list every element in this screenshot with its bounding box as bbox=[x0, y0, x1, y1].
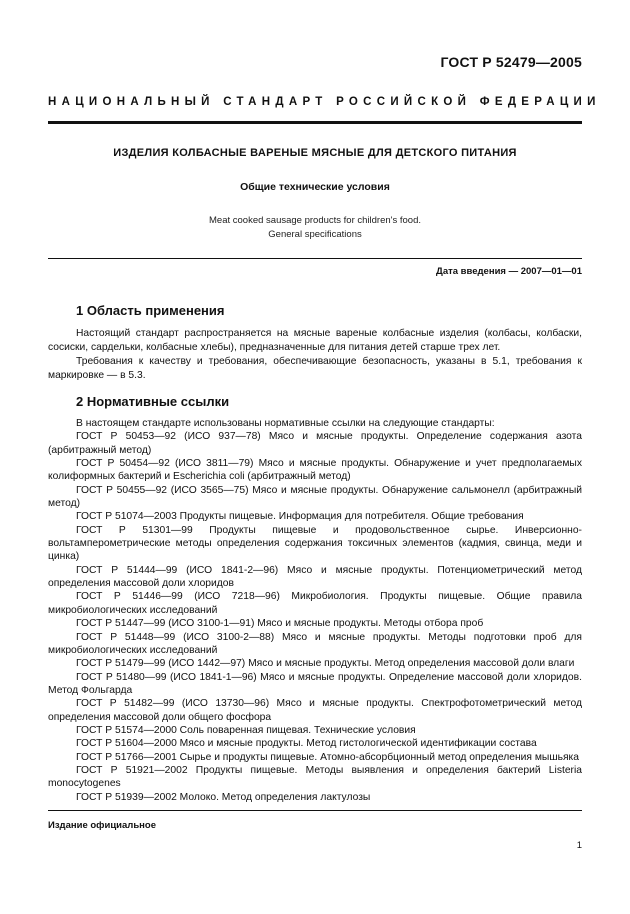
list-item: ГОСТ Р 51480—99 (ИСО 1841-1—96) Мясо и мясные продукты. Определение массовой доли хлоридов. Метод Фольгарда bbox=[48, 671, 582, 696]
document-title: ИЗДЕЛИЯ КОЛБАСНЫЕ ВАРЕНЫЕ МЯСНЫЕ ДЛЯ ДЕТСКОГО ПИТАНИЯ bbox=[113, 147, 517, 159]
list-item: ГОСТ Р 50453—92 (ИСО 937—78) Мясо и мясные продукты. Определение содержания азота (арбитражный метод) bbox=[48, 431, 582, 456]
introduction-date: Дата введения — 2007—01—01 bbox=[436, 266, 582, 277]
list-item: ГОСТ Р 51482—99 (ИСО 13730—96) Мясо и мясные продукты. Спектрофотометрический метод определения массовой доли общего фосфора bbox=[48, 698, 582, 723]
section-2-heading: 2 Нормативные ссылки bbox=[76, 394, 230, 409]
list-item: ГОСТ Р 50454—92 (ИСО 3811—79) Мясо и мясные продукты. Обнаружение и учет предполагаемых колиформных бактерий и Escherichia coli (арбитражный метод) bbox=[48, 458, 582, 483]
document-number: ГОСТ Р 52479—2005 bbox=[440, 54, 582, 70]
heading-rule bbox=[48, 121, 582, 124]
list-item: ГОСТ Р 51921—2002 Продукты пищевые. Методы выявления и определения бактерий Listeria monocytogenes bbox=[48, 764, 582, 790]
footer-rule bbox=[48, 810, 582, 811]
list-item: ГОСТ Р 51766—2001 Сырье и продукты пищевые. Атомно-абсорбционный метод определения мышьяка bbox=[76, 751, 579, 763]
list-item: ГОСТ Р 51939—2002 Молоко. Метод определения лактулозы bbox=[76, 791, 371, 803]
page-number: 1 bbox=[576, 840, 582, 851]
list-item: В настоящем стандарте использованы нормативные ссылки на следующие стандарты: bbox=[76, 418, 495, 429]
english-title-line-1: Meat cooked sausage products for children's food. bbox=[209, 215, 421, 226]
english-title bbox=[48, 214, 582, 242]
list-item: ГОСТ Р 50455—92 (ИСО 3565—75) Мясо и мясные продукты. Обнаружение сальмонелл (арбитражный метод) bbox=[48, 484, 582, 510]
list-item: ГОСТ Р 51446—99 (ИСО 7218—96) Микробиология. Продукты пищевые. Общие правила микробиологических исследований bbox=[48, 591, 582, 616]
document-subtitle: Общие технические условия bbox=[240, 181, 390, 193]
edition-note: Издание официальное bbox=[48, 820, 156, 831]
section-1-paragraph-2 bbox=[48, 355, 582, 382]
normative-references-list bbox=[48, 417, 582, 804]
title-rule bbox=[48, 258, 582, 259]
national-standard-heading: НАЦИОНАЛЬНЫЙ СТАНДАРТ РОССИЙСКОЙ ФЕДЕРАЦИИ bbox=[48, 96, 601, 108]
list-item: ГОСТ Р 51301—99 Продукты пищевые и продовольственное сырье. Инверсионно-вольтамперометрические методы определения содержания токсичных элементов (кадмия, свинца, меди и цинка) bbox=[48, 524, 582, 563]
list-item: ГОСТ Р 51448—99 (ИСО 3100-2—88) Мясо и мясные продукты. Методы подготовки проб для микробиологических исследований bbox=[48, 631, 582, 656]
section-1-heading: 1 Область применения bbox=[76, 303, 225, 318]
english-title-line-2: General specifications bbox=[268, 229, 362, 240]
list-item: ГОСТ Р 51074—2003 Продукты пищевые. Информация для потребителя. Общие требования bbox=[76, 511, 524, 523]
section-1-paragraph-1-text: Настоящий стандарт распространяется на мясные вареные колбасные изделия (колбасы, колбаски, сосиски, сардельки, колбасные хлебы), предназначенные для питания детей старше трех лет. bbox=[48, 328, 582, 353]
list-item: ГОСТ Р 51604—2000 Мясо и мясные продукты. Метод гистологической идентификации состава bbox=[76, 738, 537, 750]
list-item: ГОСТ Р 51444—99 (ИСО 1841-2—96) Мясо и мясные продукты. Потенциометрический метод определения массовой доли хлоридов bbox=[48, 564, 582, 590]
section-1-paragraph-1 bbox=[48, 327, 582, 354]
section-1-paragraph-2-text: Требования к качеству и требования, обеспечивающие безопасность, указаны в 5.1, требования к маркировке — в 5.3. bbox=[48, 356, 582, 381]
list-item: ГОСТ Р 51447—99 (ИСО 3100-1—91) Мясо и мясные продукты. Методы отбора проб bbox=[76, 618, 484, 630]
list-item: ГОСТ Р 51574—2000 Соль поваренная пищевая. Технические условия bbox=[76, 724, 416, 736]
list-item: ГОСТ Р 51479—99 (ИСО 1442—97) Мясо и мясные продукты. Метод определения массовой доли влаги bbox=[76, 658, 575, 670]
